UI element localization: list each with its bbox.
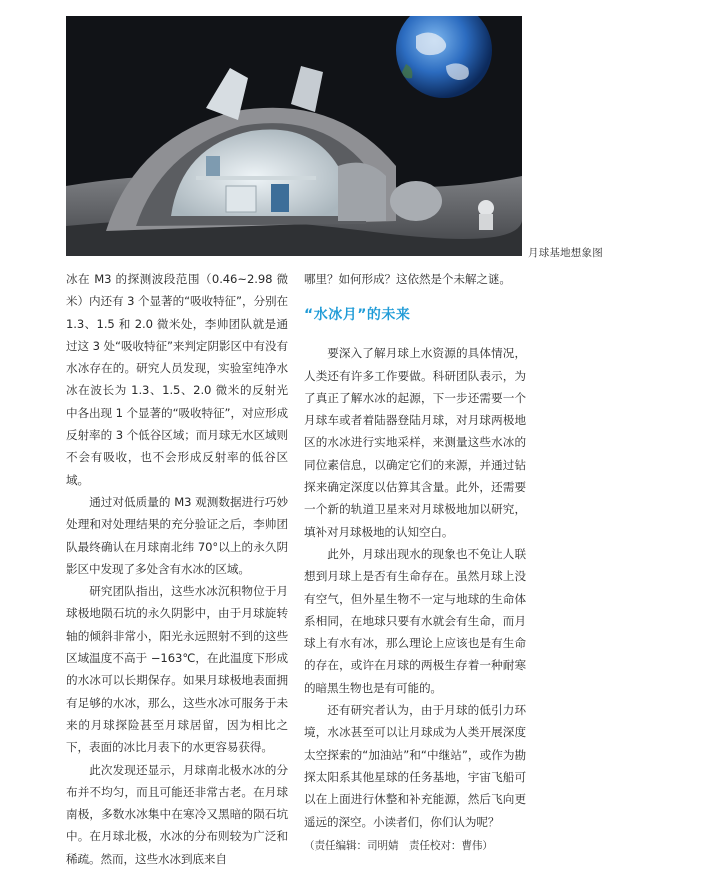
right-column (304, 268, 526, 857)
right-paragraph-1: 要深入了解月球上水资源的具体情况，人类还有许多工作要做。科研团队表示，为了真正了解水冰的起源，下一步还需要一个月球车或者着陆器登陆月球，对月球两极地区的水冰进行实地采样，来测量这些水冰的同位素信息，以确定它们的来源，并通过钻探来确定深度以估算其含量。此外，还需要一个新的轨道卫星来对月球极地加以研究，填补对月球极地的认知空白。 (304, 346, 526, 539)
figure-caption: 月球基地想象图 (528, 247, 603, 259)
left-paragraph-4: 此次发现还显示，月球南北极水冰的分布并不均匀，而且可能还非常古老。在月球南极，多数水冰集中在寒冷又黑暗的陨石坑中。在月球北极，水冰的分布则较为广泛和稀疏。然而，这些水冰到底来自 (66, 762, 288, 866)
section-title: “水冰月”的未来 (304, 307, 411, 324)
right-paragraph-3: 还有研究者认为，由于月球的低引力环境，水冰甚至可以让月球成为人类开展深度太空探索的“加油站”和“中继站”，或作为勘探太阳系其他星球的任务基地，宇宙飞船可以在上面进行休整和补充能源，然后飞向更遥远的深空。小读者们，你们认为呢？ (304, 703, 526, 829)
moon-base-illustration (66, 16, 522, 256)
editor-credits: （责任编辑：司明婧 责任校对：曹伟） (304, 839, 493, 852)
left-paragraph-1: 冰在 M3 的探测波段范围（0.46~2.98 微米）内还有 3 个显著的“吸收特征”，分别在 1.3、1.5 和 2.0 微米处，李帅团队就是通过这 3 处“吸收特征”来判定阴影区中有没有水冰存在的。研究人员发现，实验室纯净水冰在波长为 1.3、1.5、2.0 微米的反射光中各出现 1 个显著的“吸收特征”，对应形成反射率的 3 个低谷区域；而月球无水区域则不会有吸收，也不会形成反射率的低谷区域。 (66, 272, 288, 487)
moon-base-artwork (66, 16, 522, 256)
left-column (66, 268, 288, 870)
left-paragraph-2: 通过对低质量的 M3 观测数据进行巧妙处理和对处理结果的充分验证之后，李帅团队最终确认在月球南北纬 70°以上的永久阴影区中发现了多处含有水冰的区域。 (66, 494, 288, 576)
right-continuation: 哪里？如何形成？这依然是个未解之谜。 (304, 272, 511, 286)
right-paragraph-2: 此外，月球出现水的现象也不免让人联想到月球上是否有生命存在。虽然月球上没有空气，但外星生物不一定与地球的生命体系相同，在地球只要有水就会有生命，而月球上有水有冰，那么理论上应该也是有生命的存在，或许在月球的两极生存着一种耐寒的暗黑生物也是有可能的。 (304, 546, 526, 695)
left-paragraph-3: 研究团队指出，这些水冰沉积物位于月球极地陨石坑的永久阴影中，由于月球旋转轴的倾斜非常小，阳光永远照射不到的这些区域温度不高于 −163℃，在此温度下形成的水冰可以长期保存。如果月球极地表面拥有足够的水冰，那么，这些水冰可服务于未来的月球探险甚至月球居留，因为相比之下，表面的冰比月表下的水更容易获得。 (66, 584, 288, 755)
